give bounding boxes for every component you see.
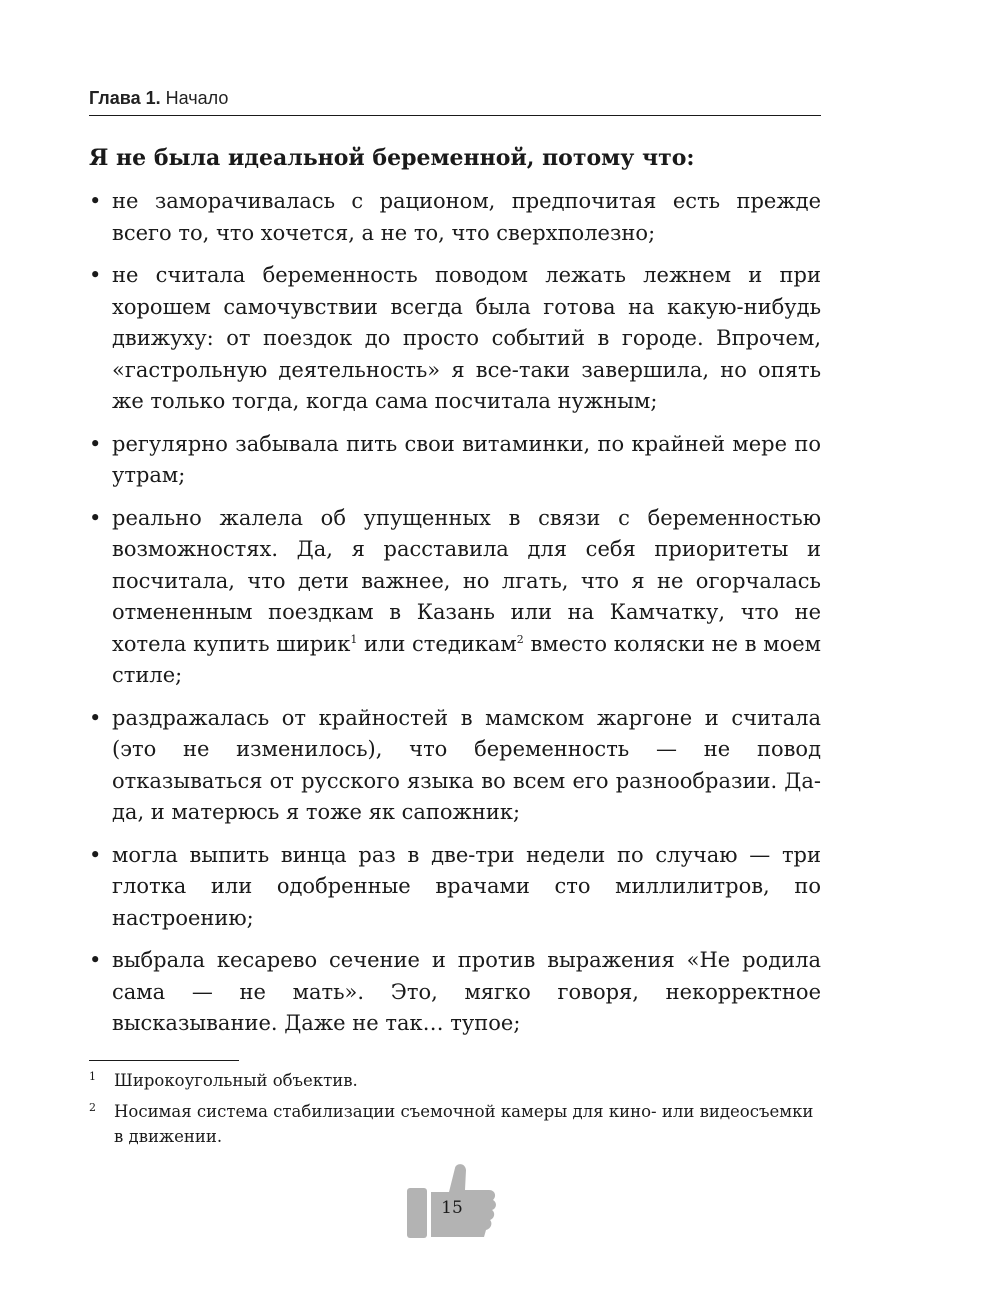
bullet-item-4-text-a: реально жалела об упущенных в связи с беременностью возможностях. Да, я расставила для себя приоритеты и посчитала, что дети важнее, но лгать, что я не огорчалась отмененным поездкам в Казань или на Камчатку, что не хотела купить ширик — [112, 505, 821, 656]
footnote-text: Широкоугольный объектив. — [114, 1071, 358, 1090]
bullet-list — [89, 186, 821, 1040]
chapter-title: Начало — [165, 88, 229, 108]
footnote-ref-1: 1 — [350, 632, 358, 646]
footnote-number: 1 — [89, 1070, 96, 1083]
bullet-item-4-text-c: вместо коляски не в моем стиле; — [112, 631, 821, 687]
bullet-item-3: • регулярно забывала пить свои витаминки, по крайней мере по утрам; — [89, 429, 821, 492]
bullet-item-7: • выбрала кесарево сечение и против выражения «Не родила сама — не мать». Это, мягко говоря, некорректное высказывание. Даже не так… тупое; — [89, 945, 821, 1040]
bullet-item-4-text-b: или стедикам — [357, 631, 517, 656]
footnote-divider — [89, 1060, 239, 1061]
footnote-2 — [89, 1099, 821, 1149]
chapter-number: Глава 1. — [89, 88, 161, 108]
running-head — [89, 86, 821, 110]
bullet-item-1: • не заморачивалась с рационом, предпочитая есть прежде всего то, что хочется, а не то, что сверхполезно; — [89, 186, 821, 249]
header-divider — [89, 115, 821, 116]
bullet-item-2: • не считала беременность поводом лежать лежнем и при хорошем самочувствии всегда была готова на какую-нибудь движуху: от поездок до просто событий в городе. Впрочем, «гастрольную деятельность» я все-таки завершила, но опять же только тогда, когда сама посчитала нужным; — [89, 260, 821, 418]
footnote-text: Носимая система стабилизации съемочной камеры для кино- или видеосъемки в движении. — [114, 1102, 814, 1146]
footnote-ref-2: 2 — [516, 632, 524, 646]
footnotes — [89, 1068, 821, 1155]
footnote-1 — [89, 1068, 821, 1093]
footnote-number: 2 — [89, 1101, 96, 1114]
bullet-item-5: • раздражалась от крайностей в мамском жаргоне и считала (это не изменилось), что беременность — не повод отказываться от русского языка во всем его разнообразии. Да-да, и матерюсь я тоже як сапожник; — [89, 703, 821, 829]
section-heading: Я не была идеальной беременной, потому что: — [89, 145, 695, 171]
bullet-item-6: • могла выпить винца раз в две-три недели по случаю — три глотка или одобренные врачами сто миллилитров, по настроению; — [89, 840, 821, 935]
main-text — [89, 142, 821, 1051]
bullet-item-4 — [89, 503, 821, 692]
page-number: 15 — [441, 1198, 463, 1218]
